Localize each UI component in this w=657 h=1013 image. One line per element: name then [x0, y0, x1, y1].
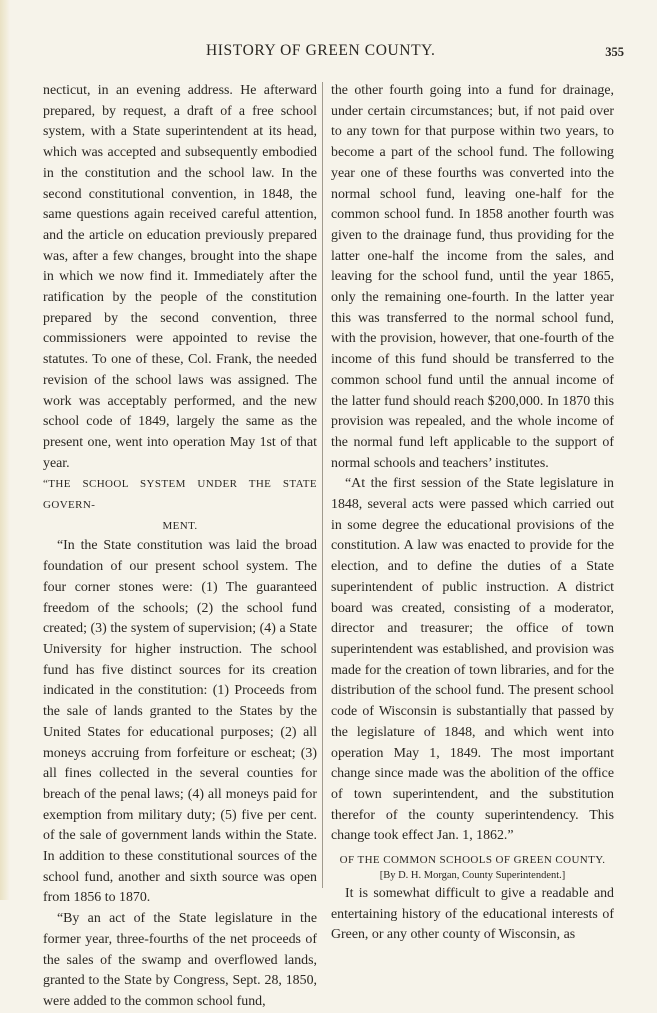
section-heading-line2: MENT. [162, 519, 198, 532]
page-binding-edge [0, 0, 10, 900]
page-header [0, 42, 657, 62]
section-heading [43, 474, 317, 536]
paragraph: “At the first session of the State legislature in 1848, several acts were passed which carried out in some degree the educational provisions of the constitution. A law was enacted to provide for the election, and to define the duties of a State superintendent of public instruction. A district board was created, consisting of a moderator, director and treasurer; the office of town superintendent was established, and provision was made for the creation of town libraries, and for the distribution of the school fund. The present school code of Wisconsin is substantially that passed by the legislature of 1848, and which went into operation May 1, 1849. The most important change since made was the abolition of the office of town superintendent, and the substitution therefor of the county superintendency. This change took effect Jan. 1, 1862.” [331, 476, 614, 844]
left-column [43, 81, 317, 1009]
paragraph: the other fourth going into a fund for drainage, under certain circumstances; but, if not paid over to any town for that purpose within two years, to become a part of the school fund. The following year one of these fourths was converted into the normal school fund, leaving one-half for the common school fund. In 1858 another fourth was given to the drainage fund, thus providing for the latter one-half the income from the sales, and leaving for the school fund, until the year 1865, only the remaining one-fourth. In the latter year this was transferred to the normal school fund, with the provision, however, that one-fourth of the income of this fund should be transferred to the common school fund until the annual income of the latter fund should reach $200,000. In 1870 this provision was repealed, and the whole income of the normal fund left applicable to the support of normal schools and teachers’ institutes. [331, 83, 614, 471]
right-column [331, 81, 614, 943]
paragraph: “In the State constitution was laid the broad foundation of our present school system. The four corner stones were: (1) The guaranteed freedom of the schools; (2) the school fund created; (3) the system of supervision; (4) a State University for higher instruction. The school fund has five distinct sources for its creation indicated in the constitution: (1) Proceeds from the sale of lands granted to the States by the United States for educational purposes; (2) all moneys accruing from forfeiture or escheat; (3) all fines collected in the several counties for breach of the penal laws; (4) all moneys paid for exemption from military duty; (5) five per cent. of the sale of government lands within the State. In addition to these constitutional sources of the school fund, another and sixth source was open from 1856 to 1870. [43, 538, 317, 906]
section-heading: OF THE COMMON SCHOOLS OF GREEN COUNTY. [339, 854, 606, 867]
running-title: HISTORY OF GREEN COUNTY. [206, 42, 436, 59]
column-divider [322, 82, 323, 888]
paragraph: It is somewhat difficult to give a readable and entertaining history of the educational interests of Green, or any other county of Wisconsin, as [331, 886, 614, 943]
paragraph: necticut, in an evening address. He afterward prepared, by request, a draft of a free school system, with a State superintendent at its head, which was accepted and subsequently embodied in the constitution and the school law. In the second constitutional convention, in 1848, the same questions again received careful attention, and the article on education previously prepared was, after a few changes, brought into the shape in which we now find it. Immediately after the ratification by the people of the constitution prepared by the second convention, three commissioners were appointed to revise the statutes. To one of these, Col. Frank, the needed revision of the school laws was assigned. The work was acceptably performed, and the new school code of 1849, largely the same as the present one, went into operation May 1st of that year. [43, 83, 317, 471]
paragraph: “By an act of the State legislature in the former year, three-fourths of the net proceeds of the sales of the swamp and overflowed lands, granted to the State by Congress, Sept. 28, 1850, were added to the common school fund, [43, 911, 317, 1009]
section-heading-line1: “THE SCHOOL SYSTEM UNDER THE STATE GOVERN- [43, 478, 317, 512]
byline: [By D. H. Morgan, County Superintendent.] [379, 870, 566, 882]
page-number: 355 [605, 45, 624, 59]
